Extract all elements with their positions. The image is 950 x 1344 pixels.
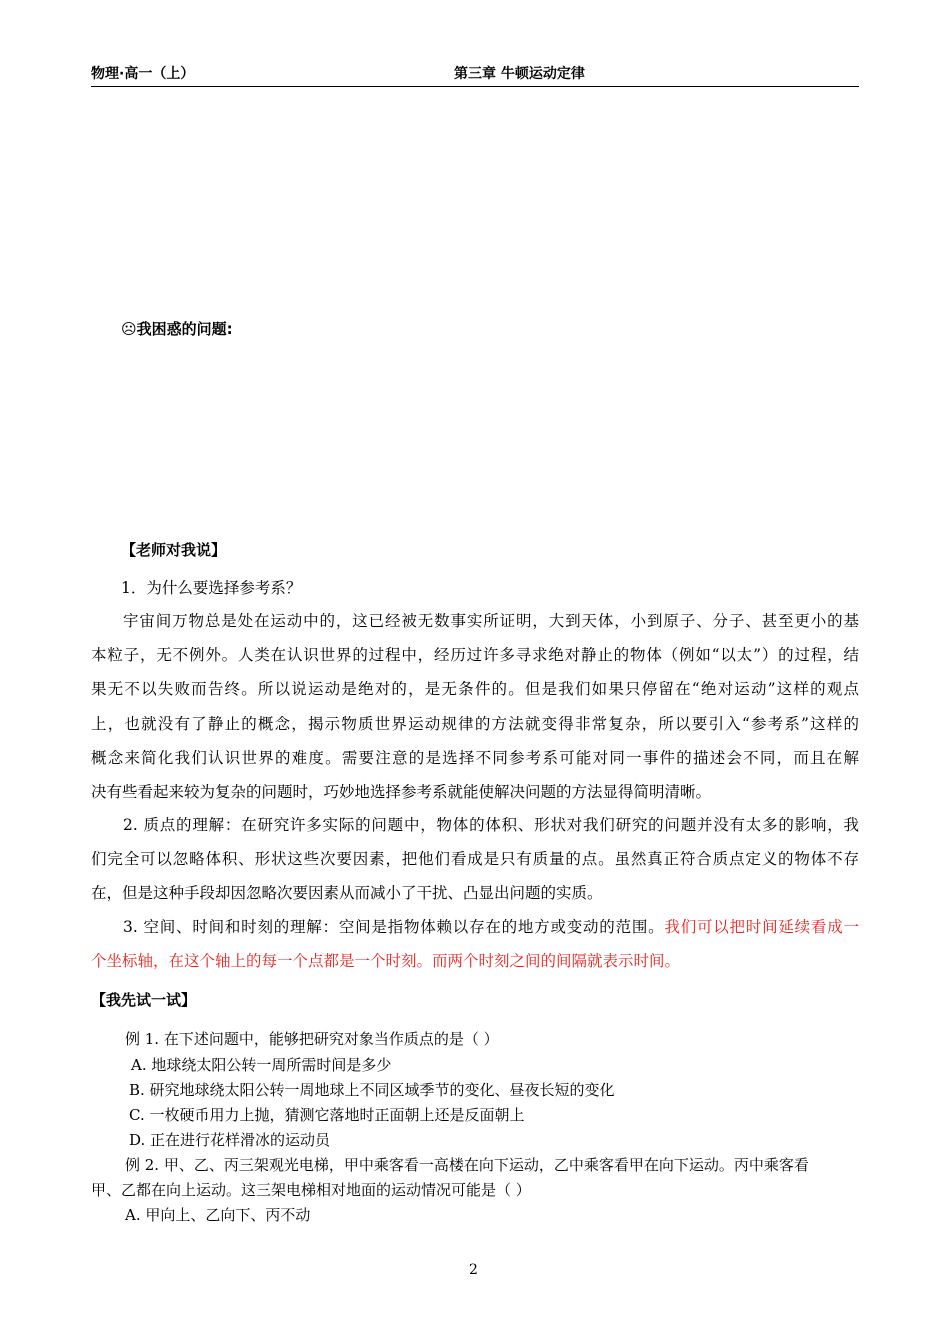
paragraph-particle — [91, 808, 859, 911]
paragraph-line: 们完全可以忽略体积、形状这些次要因素，把他们看成是只有质量的点。虽然真正符合质点定义的物体不存 — [91, 850, 859, 869]
example-1-option-d: D. 正在进行花样滑冰的运动员 — [129, 1131, 331, 1149]
teacher-section-heading: 【老师对我说】 — [121, 541, 227, 559]
example-2-question-line1: 例 2. 甲、乙、丙三架观光电梯，甲中乘客看一高楼在向下运动，乙中乘客看甲在向下运动。丙中乘客看 — [125, 1156, 809, 1174]
example-2-option-a: A. 甲向上、乙向下、丙不动 — [125, 1206, 311, 1224]
paragraph-reference-frame — [91, 604, 859, 809]
space-definition-text: 3. 空间、时间和时刻的理解：空间是指物体赖以存在的地方或变动的范围。 — [123, 918, 665, 936]
paragraph-line: 宇宙间万物总是处在运动中的，这已经被无数事实所证明，大到天体，小到原子、分子、甚至更小的基 — [123, 612, 859, 630]
header-divider — [91, 86, 859, 87]
paragraph-line — [91, 910, 859, 944]
page-number: 2 — [469, 1262, 478, 1278]
example-1-option-b: B. 研究地球绕太阳公转一周地球上不同区域季节的变化、昼夜长短的变化 — [129, 1081, 615, 1099]
paragraph-line: 上，也就没有了静止的概念，揭示物质世界运动规律的方法就变得非常复杂，所以要引入“参考系”这样的 — [91, 714, 859, 733]
paragraph-line: 2. 质点的理解：在研究许多实际的问题中，物体的体积、形状对我们研究的问题并没有太多的影响，我 — [123, 816, 859, 834]
example-1-question: 例 1. 在下述问题中，能够把研究对象当作质点的是（ ） — [125, 1030, 499, 1048]
paragraph-space-time — [91, 910, 859, 978]
example-2-question-line2: 甲、乙都在向上运动。这三架电梯相对地面的运动情况可能是（ ） — [91, 1181, 531, 1199]
time-axis-highlight: 我们可以把时间延续看成一 — [664, 918, 859, 936]
try-section-heading: 【我先试一试】 — [91, 991, 197, 1009]
paragraph-line: 果无不以失败而告终。所以说运动是绝对的，是无条件的。但是我们如果只停留在“绝对运动”这样的观点 — [91, 680, 859, 699]
header-subject: 物理·高一（上） — [91, 66, 195, 82]
time-axis-highlight: 个坐标轴，在这个轴上的每一个点都是一个时刻。而两个时刻之间的间隔就表示时间。 — [91, 952, 681, 971]
example-1-option-a: A. 地球绕太阳公转一周所需时间是多少 — [131, 1056, 392, 1074]
paragraph-line: 在，但是这种手段却因忽略次要因素从而减小了干扰、凸显出问题的实质。 — [91, 884, 603, 903]
paragraph-line: 本粒子，无不例外。人类在认识世界的过程中，经历过许多寻求绝对静止的物体（例如“以太”）的过程，结 — [91, 646, 859, 665]
header-chapter: 第三章 牛顿运动定律 — [454, 66, 585, 82]
confused-questions-label: ☹我困惑的问题: — [121, 320, 233, 338]
paragraph-line: 决有些看起来较为复杂的问题时，巧妙地选择参考系就能使解决问题的方法显得简明清晰。 — [91, 782, 712, 801]
paragraph-line: 概念来简化我们认识世界的难度。需要注意的是选择不同参考系可能对同一事件的描述会不同，而且在解 — [91, 748, 859, 767]
question-1: 1．为什么要选择参考系？ — [121, 579, 302, 597]
example-1-option-c: C. 一枚硬币用力上抛，猜测它落地时正面朝上还是反面朝上 — [129, 1106, 525, 1124]
